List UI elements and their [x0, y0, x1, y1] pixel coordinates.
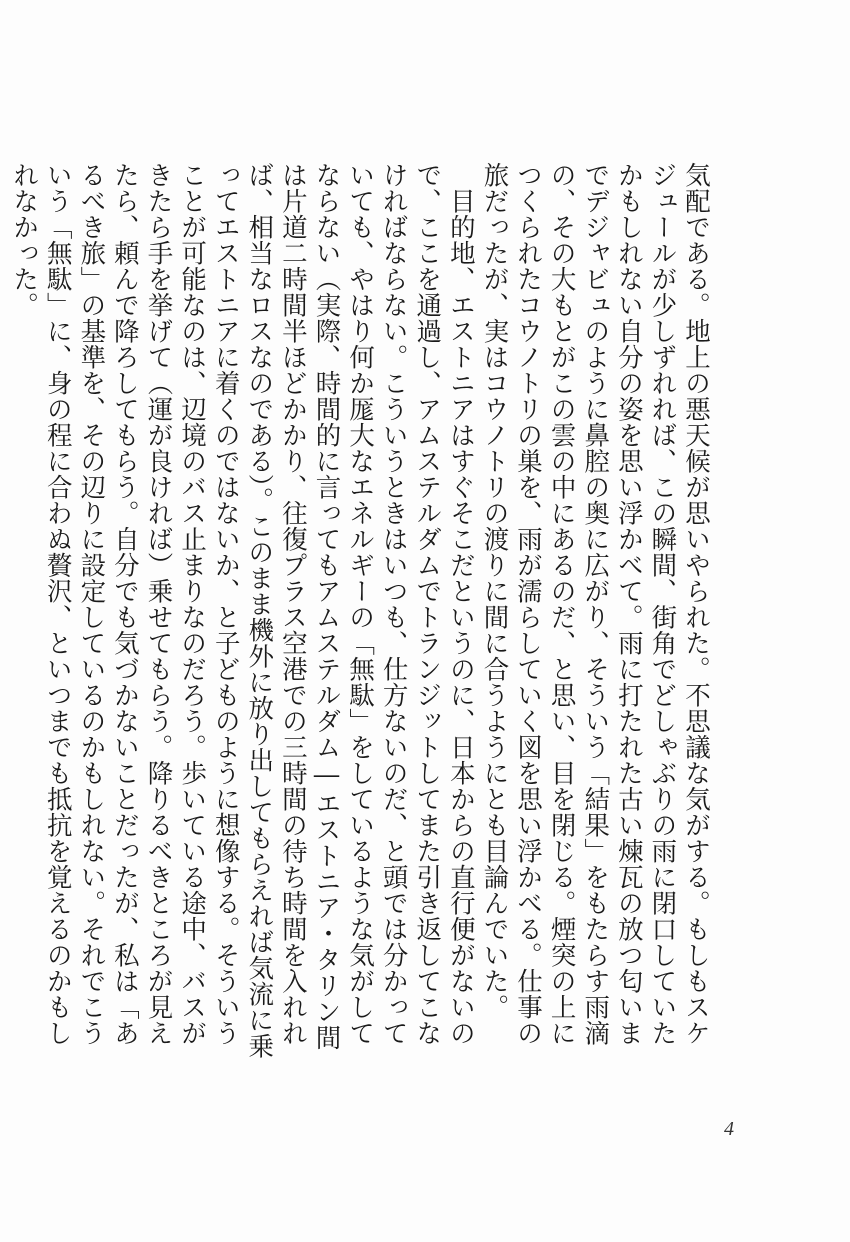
paragraph-1: 気配である。地上の悪天候が思いやられた。不思議な気がする。もしもスケジュールが少しずれれば、この瞬間、街角でどしゃぶりの雨に閉口していたかもしれない自分の姿を思い浮かべて。雨に打たれた古い煉瓦の放つ匂いまでデジャビュのように鼻腔の奥に広がり、そういう「結果」をもたらす雨滴の、その大もとがこの雲の中にあるのだ、と思い、目を閉じる。煙突の上につくられたコウノトリの巣を、雨が濡らしていく図を思い浮かべる。仕事の旅だったが、実はコウノトリの渡りに間に合うようにとも目論んでいた。	[479, 162, 711, 1046]
vertical-text-block	[7, 162, 712, 1062]
page-number: 4	[724, 1118, 734, 1140]
paragraph-2: 目的地、エストニアはすぐそこだというのに、日本からの直行便がないので、ここを通過し、アムステルダムでトランジットしてまた引き返してこなければならない。こういうときはいつも、仕方ないのだ、と頭では分かっていても、やはり何か厖大なエネルギーの「無駄」をしているような気がしてならない（実際、時間的に言ってもアムステルダム―エストニア・タリン間は片道二時間半ほどかかり、往復プラス空港での三時間の待ち時間を入れれば、相当なロスなのである）。このまま機外に放り出してもらえれば気流に乗ってエストニアに着くのではないか、と子どものように想像する。そういうことが可能なのは、辺境のバス止まりなのだろう。歩いている途中、バスがきたら手を挙げて（運が良ければ）乗せてもらう。降りるべきところが見えたら、頼んで降ろしてもらう。自分でも気づかないことだったが、私は「あるべき旅」の基準を、その辺りに設定しているのかもしれない。それでこういう「無駄」に、身の程に合わぬ贅沢、といつまでも抵抗を覚えるのかもしれなかった。	[9, 162, 476, 1060]
